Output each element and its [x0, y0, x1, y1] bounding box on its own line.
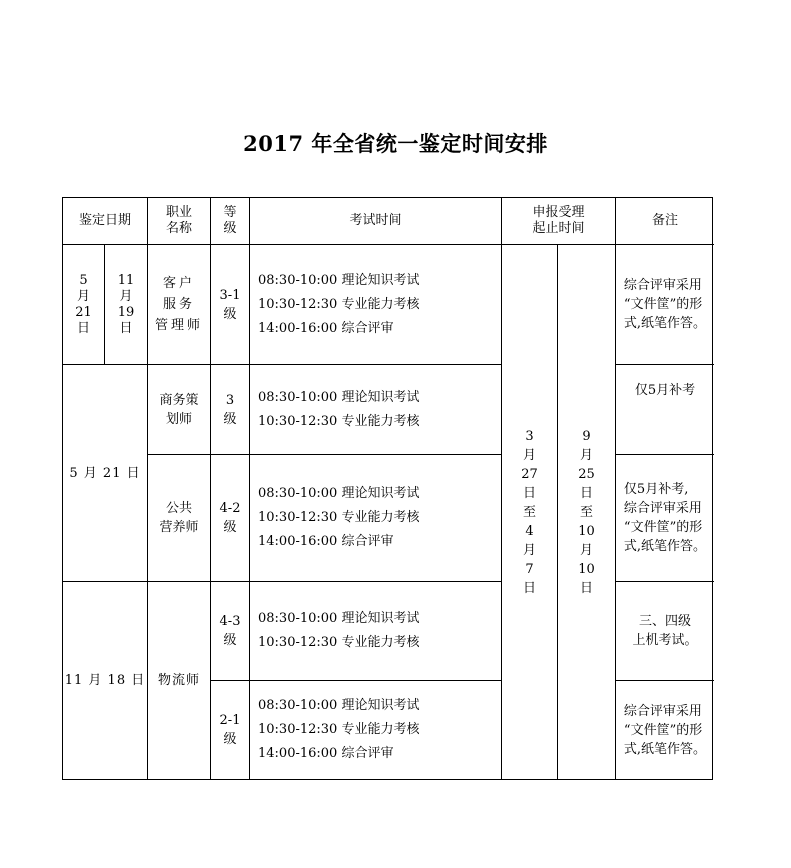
note-cell [616, 245, 714, 365]
header-note: 备注 [616, 198, 714, 245]
date-group-nov: 11 月 18 日 [63, 582, 148, 779]
apply-char: 月 [522, 447, 536, 463]
level-cell [211, 582, 250, 681]
exam-time-line: 08:30-10:00 理论知识考试 [258, 389, 420, 405]
level-cell [211, 245, 250, 365]
page-title: 2017 年全省统一鉴定时间安排 [243, 131, 548, 156]
date-char: 11 [117, 272, 135, 288]
level-line: 4-2 [219, 501, 241, 516]
occupation-line: 服务 [162, 297, 195, 312]
apply-char: 25 [578, 466, 595, 482]
level-line: 级 [223, 520, 237, 535]
date-char: 月 [119, 288, 133, 304]
note-line: “文件筐”的形 [623, 722, 703, 738]
level-cell [211, 365, 250, 455]
occupation-line: 公共 [165, 501, 192, 516]
date-group-may: 5 月 21 日 [63, 365, 148, 582]
note-line: 式,纸笔作答。 [623, 741, 707, 757]
exam-times [250, 365, 502, 455]
apply-char: 9 [582, 428, 591, 444]
exam-time-line: 14:00-16:00 综合评审 [258, 746, 394, 761]
header-occupation [148, 198, 211, 245]
schedule-table [62, 197, 713, 780]
level-line: 级 [223, 633, 237, 648]
header-level [211, 198, 250, 245]
occupation-line: 划师 [165, 411, 192, 427]
header-occupation-line: 职业 [165, 205, 192, 220]
apply-char: 10 [578, 561, 595, 577]
date-char: 日 [76, 320, 90, 336]
level-line: 级 [223, 306, 237, 322]
level-line: 3 [225, 392, 235, 408]
exam-time-line: 10:30-12:30 专业能力考核 [258, 722, 420, 737]
exam-time-line: 10:30-12:30 专业能力考核 [258, 296, 420, 312]
note-line: 综合评审采用 [623, 278, 702, 293]
occupation-customer-service [148, 245, 211, 365]
note-cell [616, 681, 714, 779]
level-line: 级 [223, 411, 237, 427]
apply-char: 日 [522, 485, 536, 501]
apply-char: 27 [521, 466, 538, 482]
apply-char: 日 [579, 580, 593, 596]
exam-times [250, 245, 502, 365]
exam-time-line: 08:30-10:00 理论知识考试 [258, 611, 420, 626]
note-line: 上机考试。 [632, 633, 698, 648]
note-line: 仅5月补考, [623, 482, 689, 497]
note-line: 三、四级 [638, 614, 691, 629]
exam-time-line: 14:00-16:00 综合评审 [258, 534, 394, 549]
note-line: “文件筐”的形 [623, 297, 703, 312]
exam-time-line: 10:30-12:30 专业能力考核 [258, 510, 420, 525]
apply-char: 月 [579, 542, 593, 558]
apply-char: 日 [522, 580, 536, 596]
header-level-line: 级 [223, 221, 237, 236]
header-date: 鉴定日期 [63, 198, 148, 245]
date-char: 月 [76, 288, 90, 304]
note-cell [616, 365, 714, 455]
occupation-line: 管理师 [154, 318, 203, 333]
apply-char: 日 [579, 485, 593, 501]
date-cell-may [63, 245, 105, 365]
note-line: 综合评审采用 [623, 703, 702, 719]
note-line: 仅5月补考 [634, 383, 696, 398]
header-occupation-line: 名称 [165, 221, 192, 236]
note-line: 式,纸笔作答。 [623, 316, 707, 331]
date-cell-nov [105, 245, 148, 365]
header-exam-time: 考试时间 [250, 198, 502, 245]
date-char: 21 [75, 304, 92, 320]
occupation-line: 营养师 [159, 520, 199, 535]
exam-time-line: 14:00-16:00 综合评审 [258, 320, 394, 336]
occupation-logistics: 物流师 [148, 582, 211, 779]
level-cell [211, 455, 250, 582]
apply-char: 至 [522, 504, 536, 520]
date-char: 5 [79, 272, 88, 288]
level-line: 3-1 [219, 287, 241, 303]
exam-times [250, 582, 502, 681]
date-char: 19 [117, 304, 135, 320]
occupation-line: 客户 [162, 276, 195, 291]
level-line: 4-3 [219, 614, 241, 629]
exam-time-line: 08:30-10:00 理论知识考试 [258, 272, 420, 288]
date-char: 日 [119, 320, 133, 336]
note-cell [616, 455, 714, 582]
header-level-line: 等 [223, 205, 237, 220]
occupation-line: 商务策 [159, 392, 199, 408]
note-line: 综合评审采用 [623, 501, 702, 516]
occupation-public-nutritionist [148, 455, 211, 582]
header-apply-line: 申报受理 [532, 205, 585, 220]
apply-char: 月 [522, 542, 536, 558]
level-line: 级 [223, 732, 237, 747]
exam-times [250, 455, 502, 582]
level-line: 2-1 [219, 713, 241, 728]
occupation-business-planner [148, 365, 211, 455]
header-apply-period [502, 198, 616, 245]
exam-time-line: 08:30-10:00 理论知识考试 [258, 486, 420, 501]
apply-char: 4 [525, 523, 534, 539]
exam-time-line: 10:30-12:30 专业能力考核 [258, 635, 420, 650]
header-apply-line: 起止时间 [532, 221, 585, 236]
apply-end-date [558, 245, 616, 779]
note-cell [616, 582, 714, 681]
level-cell [211, 681, 250, 779]
apply-start-date [502, 245, 558, 779]
note-line: 式,纸笔作答。 [623, 539, 707, 554]
exam-time-line: 08:30-10:00 理论知识考试 [258, 698, 420, 713]
exam-times [250, 681, 502, 779]
apply-char: 至 [579, 504, 593, 520]
apply-char: 3 [525, 428, 534, 444]
apply-char: 7 [525, 561, 534, 577]
apply-char: 月 [579, 447, 593, 463]
apply-char: 10 [578, 523, 595, 539]
note-line: “文件筐”的形 [623, 520, 703, 535]
exam-time-line: 10:30-12:30 专业能力考核 [258, 413, 420, 429]
